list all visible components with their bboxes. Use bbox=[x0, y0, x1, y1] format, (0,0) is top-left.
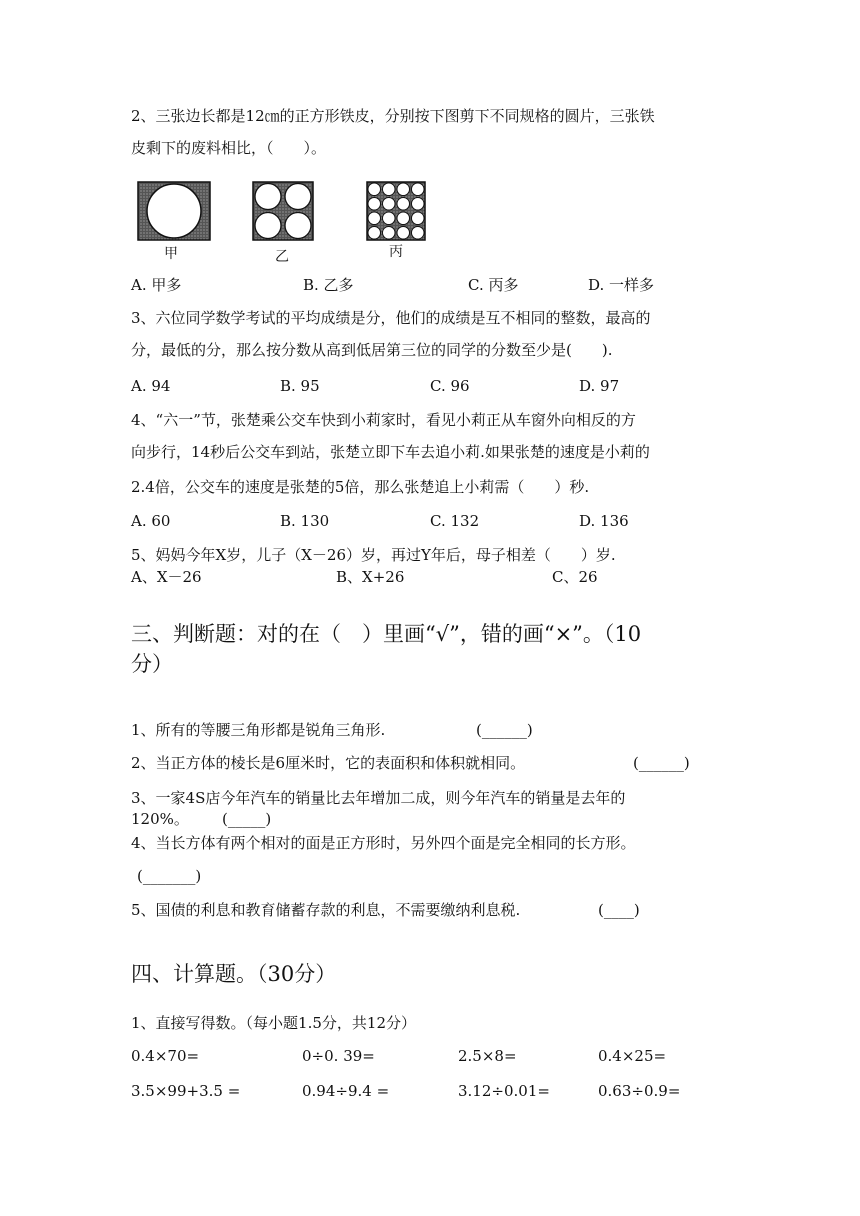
q5-option-a: A、X－26 bbox=[131, 568, 202, 586]
q4-line3: 2.4倍，公交车的速度是张楚的5倍，那么张楚追上小莉需（ ）秒. bbox=[131, 478, 590, 496]
q4-line1: 4、“六一”节，张楚乘公交车快到小莉家时，看见小莉正从车窗外向相反的方 bbox=[131, 411, 636, 429]
small-disc bbox=[368, 212, 381, 225]
small-disc bbox=[412, 212, 425, 225]
small-disc bbox=[368, 198, 381, 211]
q2-line2: 皮剩下的废料相比，（ ）。 bbox=[131, 139, 327, 157]
small-disc bbox=[383, 212, 396, 225]
small-disc bbox=[383, 198, 396, 211]
figure-yi bbox=[252, 181, 316, 245]
judge-item-3-cont: 120%。 bbox=[131, 810, 189, 828]
small-disc bbox=[397, 198, 410, 211]
q3-option-b: B. 95 bbox=[280, 377, 320, 395]
q5-option-b: B、X+26 bbox=[336, 568, 405, 586]
q4-option-d: D. 136 bbox=[579, 512, 629, 530]
calc-1: 0.4×70= bbox=[131, 1047, 200, 1065]
calc-2: 0÷0. 39= bbox=[302, 1047, 375, 1065]
calc-3: 2.5×8= bbox=[458, 1047, 517, 1065]
q4-option-c: C. 132 bbox=[430, 512, 480, 530]
q3-option-c: C. 96 bbox=[430, 377, 470, 395]
q3-option-d: D. 97 bbox=[579, 377, 620, 395]
judge-item-2: 2、当正方体的棱长是6厘米时，它的表面积和体积就相同。 bbox=[131, 754, 526, 772]
judge-blank-2[interactable]: (______) bbox=[633, 754, 690, 772]
judge-item-4: 4、当长方体有两个相对的面是正方形时，另外四个面是完全相同的长方形。 bbox=[131, 834, 636, 852]
q2-line1: 2、三张边长都是12㎝的正方形铁皮，分别按下图剪下不同规格的圆片，三张铁 bbox=[131, 107, 655, 125]
section3-title: 三、判断题：对的在（ ）里画“√”，错的画“×”。（10 bbox=[131, 622, 642, 646]
calc-8: 0.63÷0.9= bbox=[598, 1082, 681, 1100]
small-disc bbox=[397, 227, 410, 240]
small-disc bbox=[412, 183, 425, 196]
q2-option-b: B. 乙多 bbox=[303, 276, 354, 294]
small-disc bbox=[397, 183, 410, 196]
small-disc bbox=[368, 227, 381, 240]
judge-blank-5[interactable]: (____) bbox=[598, 901, 640, 919]
caption-bing: 丙 bbox=[389, 244, 403, 260]
judge-blank-1[interactable]: (______) bbox=[476, 721, 533, 739]
calc-5: 3.5×99+3.5 = bbox=[131, 1082, 241, 1100]
q2-option-a: A. 甲多 bbox=[131, 276, 182, 294]
q3-line1: 3、六位同学数学考试的平均成绩是分，他们的成绩是互不相同的整数，最高的 bbox=[131, 309, 651, 327]
q4-option-a: A. 60 bbox=[131, 512, 171, 530]
q2-option-c: C. 丙多 bbox=[468, 276, 519, 294]
caption-yi: 乙 bbox=[275, 249, 289, 265]
q4-option-b: B. 130 bbox=[280, 512, 330, 530]
caption-jia: 甲 bbox=[164, 246, 178, 262]
small-disc bbox=[383, 183, 396, 196]
q3-line2: 分，最低的分，那么按分数从高到低居第三位的同学的分数至少是( ). bbox=[131, 341, 613, 359]
q4-line2: 向步行，14秒后公交车到站，张楚立即下车去追小莉.如果张楚的速度是小莉的 bbox=[131, 443, 650, 461]
small-disc bbox=[412, 198, 425, 211]
calc-7: 3.12÷0.01= bbox=[458, 1082, 550, 1100]
q5-option-c: C、26 bbox=[552, 568, 598, 586]
judge-item-5: 5、国债的利息和教育储蓄存款的利息，不需要缴纳利息税. bbox=[131, 901, 521, 919]
section4-title: 四、计算题。（30分） bbox=[131, 962, 337, 986]
q3-option-a: A. 94 bbox=[131, 377, 171, 395]
judge-blank-4[interactable]: (_______) bbox=[137, 867, 202, 885]
section4-sub: 1、直接写得数。（每小题1.5分，共12分） bbox=[131, 1014, 416, 1032]
calc-6: 0.94÷9.4 = bbox=[302, 1082, 390, 1100]
section3-title-cont: 分） bbox=[131, 652, 173, 676]
q5-line1: 5、妈妈今年X岁，儿子（X－26）岁，再过Y年后，母子相差（ ）岁. bbox=[131, 546, 616, 564]
calc-4: 0.4×25= bbox=[598, 1047, 667, 1065]
q2-option-d: D. 一样多 bbox=[588, 276, 655, 294]
small-disc bbox=[368, 183, 381, 196]
small-disc bbox=[412, 227, 425, 240]
small-disc bbox=[383, 227, 396, 240]
small-disc bbox=[397, 212, 410, 225]
judge-item-1: 1、所有的等腰三角形都是锐角三角形. bbox=[131, 721, 386, 739]
judge-blank-3[interactable]: (_____) bbox=[222, 810, 272, 828]
judge-item-3: 3、一家4S店今年汽车的销量比去年增加二成，则今年汽车的销量是去年的 bbox=[131, 789, 626, 807]
figure-bing bbox=[366, 181, 428, 243]
